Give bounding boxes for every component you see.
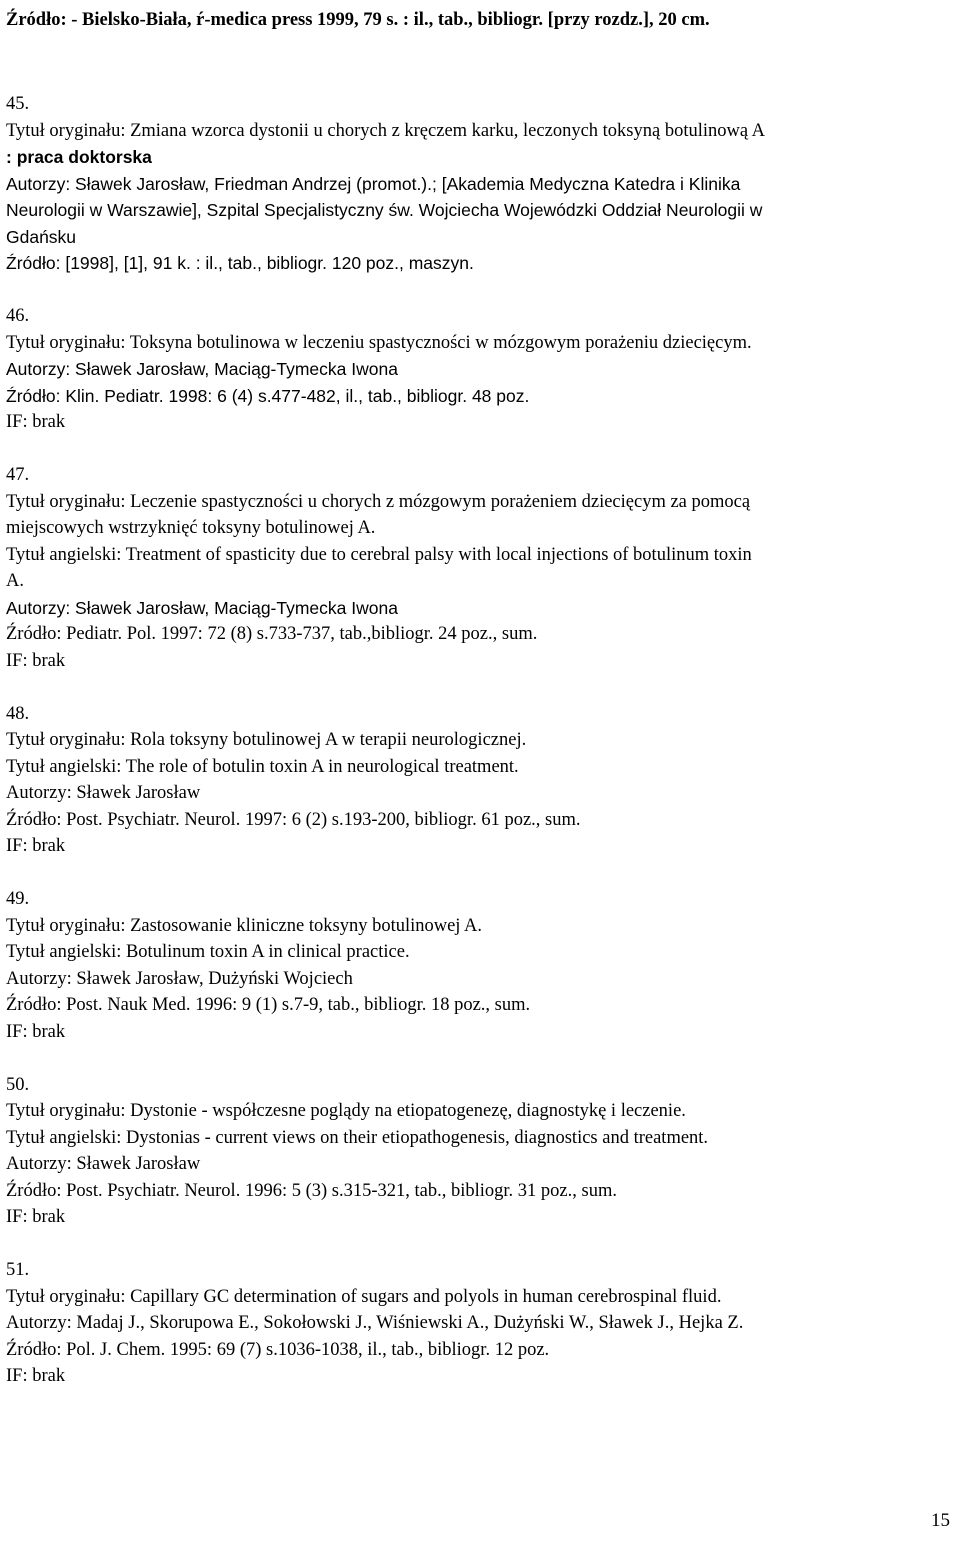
bibliography-entry (6, 1072, 956, 1231)
entry-line: Tytuł angielski: The role of botulin toxin A in neurological treatment. (6, 756, 519, 777)
entry-spacer (6, 436, 956, 463)
entry-line: Tytuł angielski: Treatment of spasticity due to cerebral palsy with local injections of botulinum toxin (6, 544, 752, 565)
entry-number: 45. (6, 94, 30, 114)
entry-line: IF: brak (6, 1021, 66, 1042)
entry-line: Tytuł oryginału: Leczenie spastyczności u chorych z mózgowym porażeniem dziecięcym za pomocą (6, 491, 751, 512)
entry-line: IF: brak (6, 650, 66, 671)
entry-line: Autorzy: Sławek Jarosław, Maciąg-Tymecka Iwona (6, 597, 398, 618)
entry-line: IF: brak (6, 412, 66, 432)
bibliography-entry (6, 303, 956, 436)
entry-number: 48. (6, 703, 30, 724)
entry-line: Źródło: Pol. J. Chem. 1995: 69 (7) s.1036-1038, il., tab., bibliogr. 12 poz. (6, 1339, 550, 1360)
bibliography-entry (6, 462, 956, 674)
entry-line: Tytuł oryginału: Capillary GC determination of sugars and polyols in human cerebrospinal fluid. (6, 1286, 722, 1307)
entry-line: Źródło: Post. Psychiatr. Neurol. 1996: 5 (3) s.315-321, tab., bibliogr. 31 poz., sum. (6, 1180, 617, 1201)
entry-line: Tytuł oryginału: Zastosowanie kliniczne toksyny botulinowej A. (6, 915, 483, 936)
bibliography-entry (6, 1257, 956, 1390)
entry-line: Autorzy: Sławek Jarosław, Friedman Andrzej (promot.).; [Akademia Medyczna Katedra i Klinika (6, 173, 741, 194)
entry-line: Źródło: Pediatr. Pol. 1997: 72 (8) s.733-737, tab.,bibliogr. 24 poz., sum. (6, 624, 538, 644)
bibliography-entry (6, 886, 956, 1045)
entry-number: 51. (6, 1260, 30, 1280)
entry-line: Tytuł oryginału: Rola toksyny botulinowej A w terapii neurologicznej. (6, 730, 527, 750)
entry-spacer (6, 1045, 956, 1072)
entry-number: 46. (6, 306, 30, 326)
entry-line: : praca doktorska (6, 147, 152, 167)
entry-line: Autorzy: Madaj J., Skorupowa E., Sokołowski J., Wiśniewski A., Dużyński W., Sławek J., Hejka Z. (6, 1313, 744, 1333)
entry-line: Gdańsku (6, 226, 77, 247)
entry-line: miejscowych wstrzyknięć toksyny botulinowej A. (6, 518, 376, 538)
entry-line: A. (6, 571, 24, 591)
entry-number: 50. (6, 1074, 30, 1095)
entry-line: Tytuł oryginału: Zmiana wzorca dystonii u chorych z kręczem karku, leczonych toksyną botulinową A (6, 120, 766, 141)
page-number: 15 (931, 1510, 950, 1531)
entry-line: Źródło: [1998], [1], 91 k. : il., tab., bibliogr. 120 poz., maszyn. (6, 253, 474, 273)
entry-line: IF: brak (6, 1366, 66, 1386)
entry-line: Źródło: Post. Nauk Med. 1996: 9 (1) s.7-9, tab., bibliogr. 18 poz., sum. (6, 995, 531, 1015)
entry-spacer (6, 1231, 956, 1258)
entry-line: Autorzy: Sławek Jarosław (6, 783, 201, 803)
entry-line: Autorzy: Sławek Jarosław, Maciąg-Tymecka Iwona (6, 359, 398, 379)
entry-line: Tytuł angielski: Botulinum toxin A in clinical practice. (6, 942, 410, 962)
entry-line: Tytuł angielski: Dystonias - current views on their etiopathogenesis, diagnostics and treatment. (6, 1127, 709, 1148)
entry-line: Autorzy: Sławek Jarosław (6, 1154, 201, 1174)
entry-line: Źródło: Post. Psychiatr. Neurol. 1997: 6 (2) s.193-200, bibliogr. 61 poz., sum. (6, 809, 581, 830)
entry-line: Neurologii w Warszawie], Szpital Specjalistyczny św. Wojciecha Wojewódzki Oddział Neurologii w (6, 200, 763, 220)
entry-line: Tytuł oryginału: Dystonie - współczesne poglądy na etiopatogenezę, diagnostykę i leczenie. (6, 1101, 686, 1121)
bibliography-entry (6, 701, 956, 860)
entry-line: Autorzy: Sławek Jarosław, Dużyński Wojciech (6, 968, 353, 989)
entry-spacer (6, 674, 956, 701)
entry-spacer (6, 277, 956, 304)
entry-spacer (6, 860, 956, 887)
top-source-line: Źródło: - Bielsko-Biała, ŕ-medica press 1999, 79 s. : il., tab., bibliogr. [przy rozdz.], 20 cm. (6, 10, 710, 30)
bibliography-entry (6, 91, 956, 277)
entry-line: Tytuł oryginału: Toksyna botulinowa w leczeniu spastyczności w mózgowym porażeniu dziecięcym. (6, 332, 752, 353)
bibliography-list (6, 91, 956, 1390)
entry-number: 47. (6, 465, 30, 485)
entry-line: IF: brak (6, 836, 66, 856)
entry-line: IF: brak (6, 1207, 66, 1227)
entry-line: Źródło: Klin. Pediatr. 1998: 6 (4) s.477-482, il., tab., bibliogr. 48 poz. (6, 385, 530, 406)
entry-number: 49. (6, 889, 30, 909)
